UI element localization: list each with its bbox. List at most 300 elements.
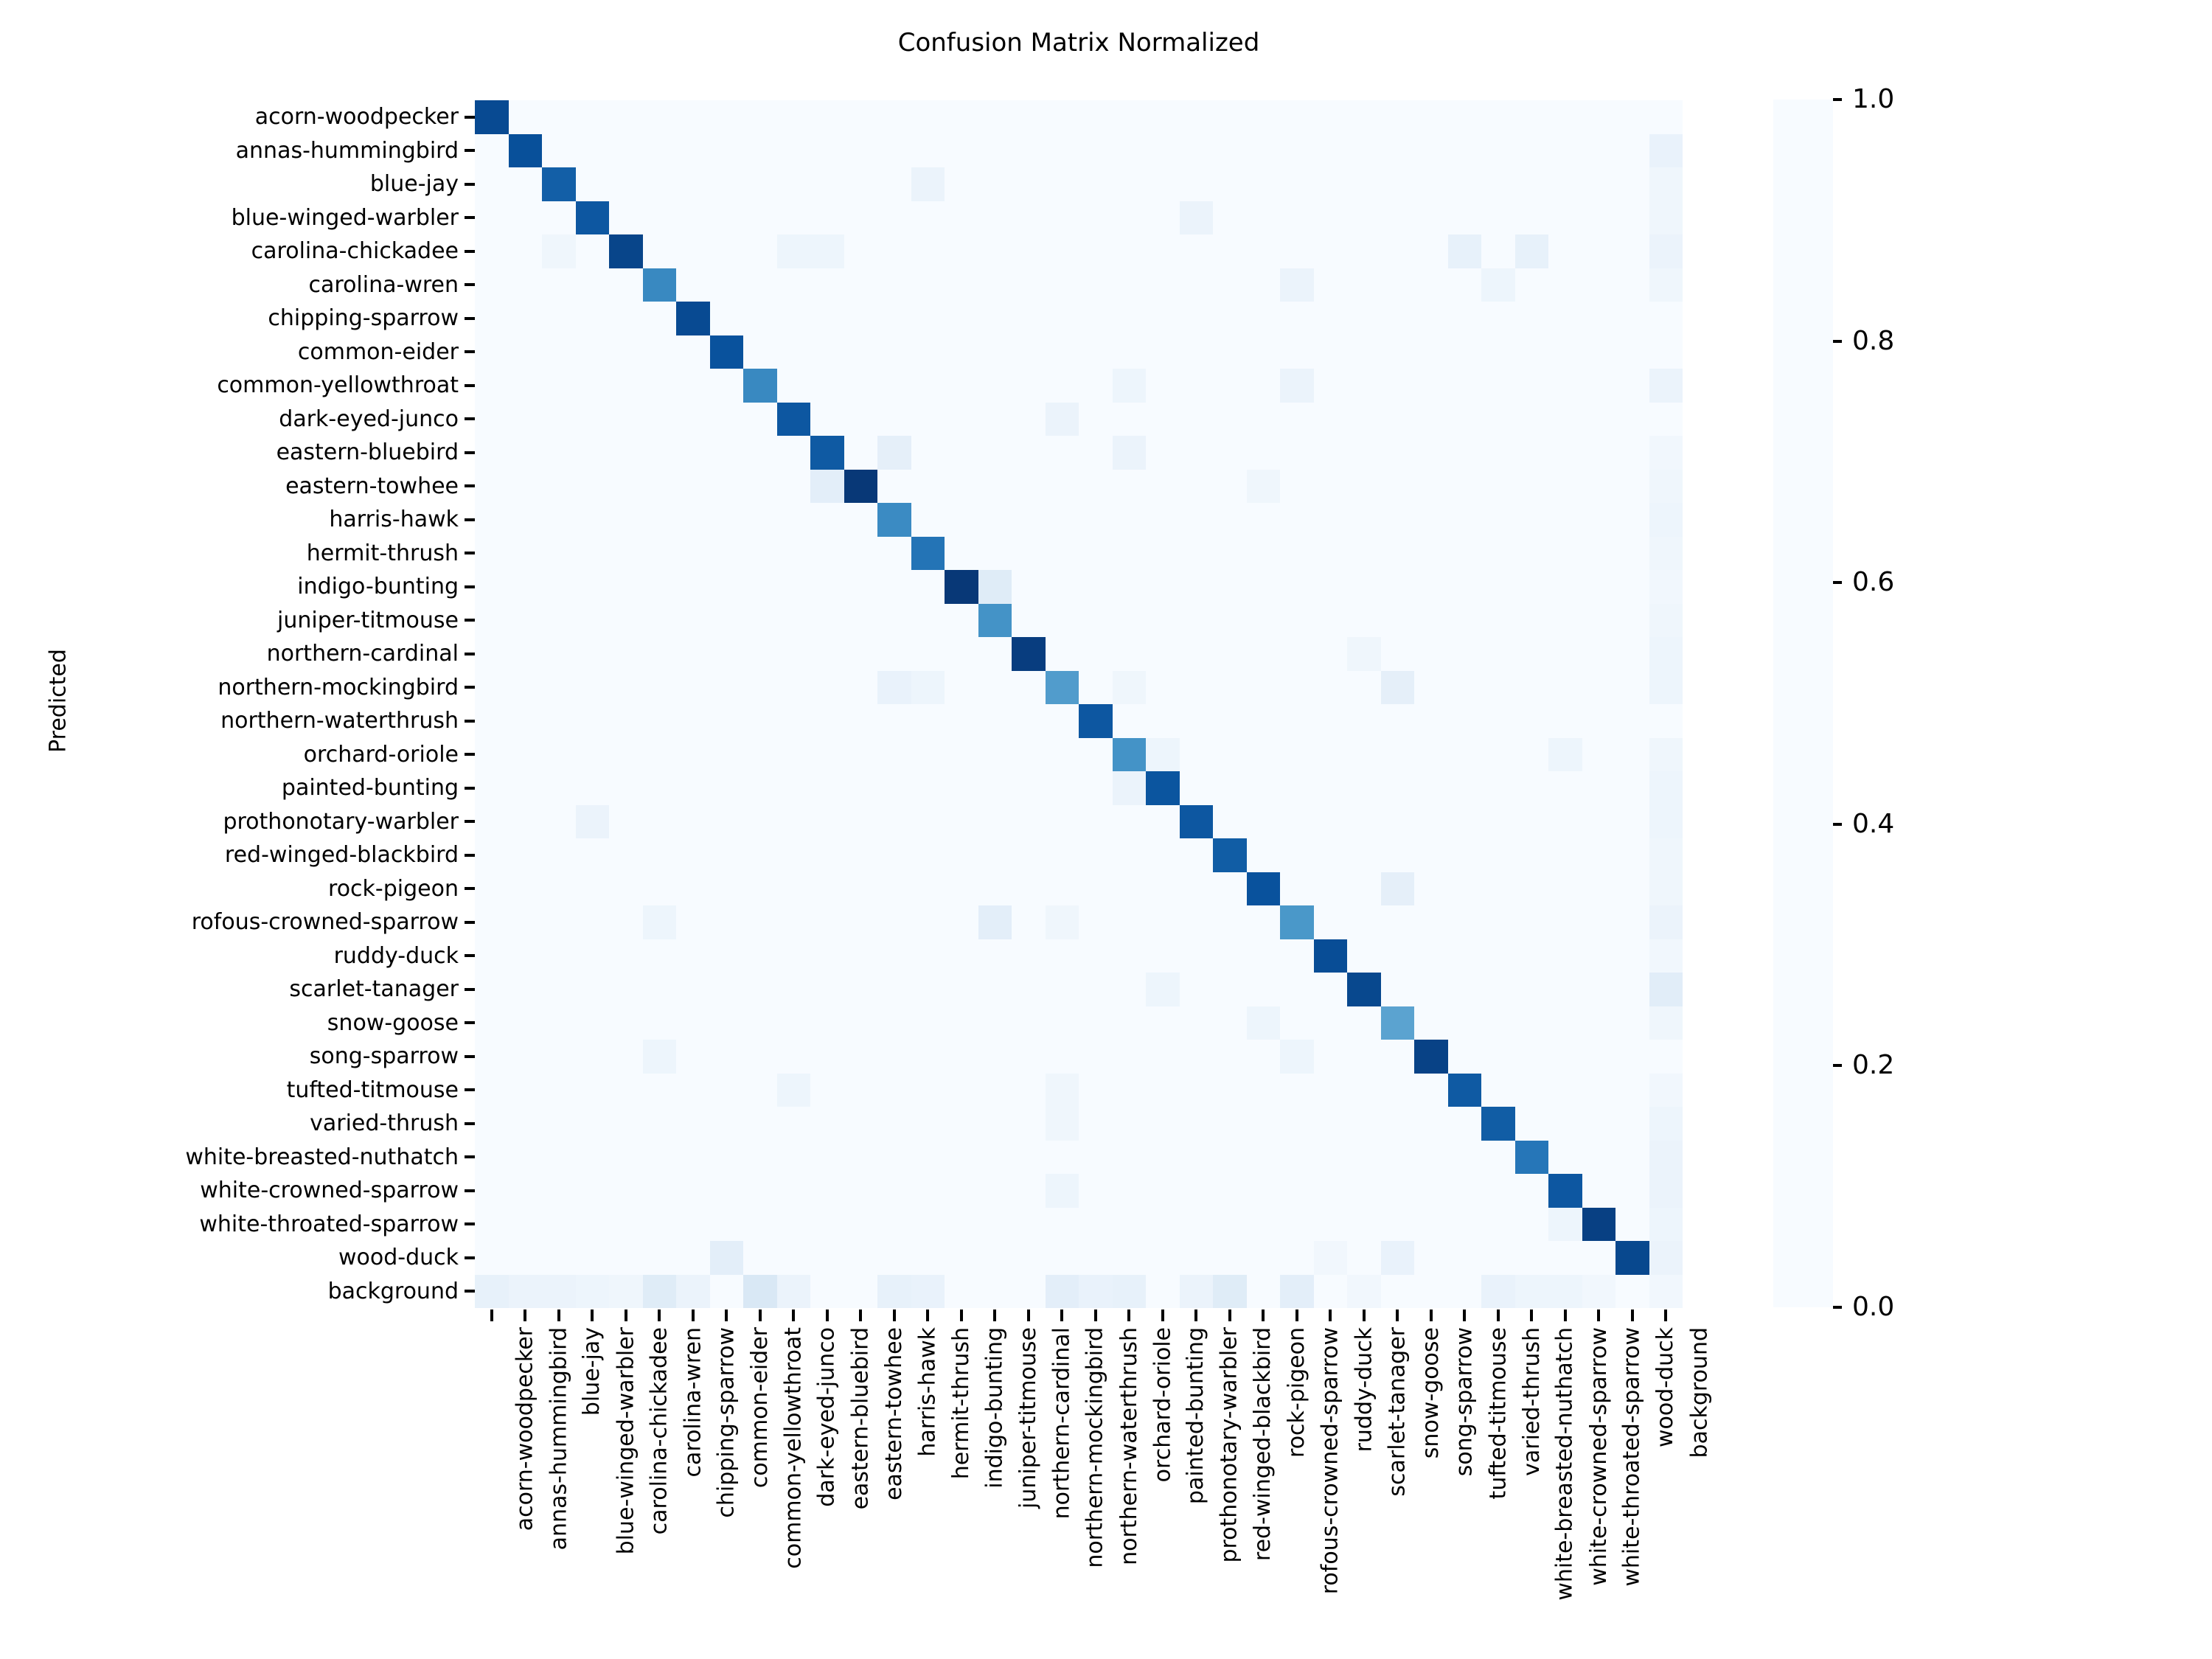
matrix-cell xyxy=(609,1174,643,1208)
matrix-cell xyxy=(1347,167,1381,201)
matrix-cell xyxy=(1414,436,1448,470)
matrix-cell xyxy=(475,704,509,738)
y-tick-label: snow-goose xyxy=(327,1009,459,1036)
matrix-cell xyxy=(777,671,811,705)
matrix-cell xyxy=(1280,234,1314,268)
matrix-cell xyxy=(743,1174,777,1208)
matrix-cell xyxy=(1314,872,1348,906)
matrix-cell xyxy=(475,1241,509,1275)
matrix-cell xyxy=(945,805,978,839)
matrix-cell xyxy=(844,1275,878,1309)
matrix-cell xyxy=(1079,1040,1113,1074)
matrix-cell xyxy=(643,537,677,571)
matrix-cell xyxy=(542,302,576,335)
matrix-cell xyxy=(475,1107,509,1141)
matrix-cell xyxy=(1649,671,1683,705)
matrix-cell xyxy=(1414,201,1448,235)
matrix-cell xyxy=(1247,503,1281,537)
matrix-cell xyxy=(777,872,811,906)
matrix-cell xyxy=(844,503,878,537)
matrix-cell xyxy=(643,1006,677,1040)
matrix-cell xyxy=(1548,1208,1582,1242)
matrix-cell xyxy=(1615,1074,1649,1107)
matrix-cell xyxy=(643,905,677,939)
matrix-cell xyxy=(945,570,978,604)
matrix-cell xyxy=(1012,1074,1046,1107)
matrix-cell xyxy=(1615,369,1649,403)
matrix-cell xyxy=(1347,369,1381,403)
matrix-cell xyxy=(1582,436,1616,470)
matrix-cell xyxy=(844,470,878,504)
matrix-cell xyxy=(676,771,710,805)
matrix-cell xyxy=(1146,268,1180,302)
matrix-cell xyxy=(509,1006,543,1040)
matrix-cell xyxy=(877,771,911,805)
matrix-cell xyxy=(609,1141,643,1175)
colorbar-tick-mark xyxy=(1833,1306,1842,1309)
matrix-cell xyxy=(1481,1141,1515,1175)
matrix-cell xyxy=(1582,805,1616,839)
matrix-cell xyxy=(1180,805,1214,839)
matrix-cell xyxy=(576,872,610,906)
matrix-cell xyxy=(1079,604,1113,638)
matrix-cell xyxy=(945,302,978,335)
matrix-cell xyxy=(810,905,844,939)
matrix-cell xyxy=(1046,905,1079,939)
x-tick-mark xyxy=(960,1310,963,1321)
matrix-cell xyxy=(1012,1006,1046,1040)
matrix-cell xyxy=(1481,570,1515,604)
matrix-cell xyxy=(1481,1040,1515,1074)
matrix-cell xyxy=(810,268,844,302)
matrix-cell xyxy=(1347,637,1381,671)
matrix-cell xyxy=(1582,771,1616,805)
matrix-cell xyxy=(877,637,911,671)
matrix-cell xyxy=(743,570,777,604)
matrix-cell xyxy=(542,335,576,369)
x-tick-label: dark-eyed-junco xyxy=(814,1327,840,1507)
matrix-cell xyxy=(877,570,911,604)
matrix-cell xyxy=(844,704,878,738)
matrix-cell xyxy=(1481,604,1515,638)
matrix-cell xyxy=(743,1141,777,1175)
matrix-cell xyxy=(1515,234,1549,268)
matrix-cell xyxy=(1481,268,1515,302)
matrix-cell xyxy=(844,939,878,973)
x-tick-label: tufted-titmouse xyxy=(1485,1327,1511,1500)
matrix-cell xyxy=(1414,1040,1448,1074)
matrix-cell xyxy=(1414,302,1448,335)
matrix-cell xyxy=(810,134,844,168)
matrix-cell xyxy=(609,134,643,168)
matrix-cell xyxy=(1180,973,1214,1006)
y-tick-mark xyxy=(465,787,475,790)
y-tick-mark xyxy=(465,183,475,186)
matrix-cell xyxy=(844,738,878,772)
matrix-cell xyxy=(1247,335,1281,369)
matrix-cell xyxy=(1046,1241,1079,1275)
matrix-cell xyxy=(1113,1174,1147,1208)
matrix-cell xyxy=(1314,1275,1348,1309)
x-tick-label: ruddy-duck xyxy=(1351,1327,1377,1453)
matrix-cell xyxy=(1381,1141,1415,1175)
matrix-cell xyxy=(1615,234,1649,268)
matrix-cell xyxy=(1381,905,1415,939)
matrix-cell xyxy=(1548,436,1582,470)
matrix-cell xyxy=(1213,1208,1247,1242)
matrix-cell xyxy=(609,905,643,939)
x-tick-mark xyxy=(1597,1310,1600,1321)
matrix-cell xyxy=(810,1006,844,1040)
matrix-cell xyxy=(542,1275,576,1309)
matrix-cell xyxy=(643,503,677,537)
matrix-cell xyxy=(643,369,677,403)
matrix-cell xyxy=(1079,570,1113,604)
matrix-cell xyxy=(844,134,878,168)
matrix-cell xyxy=(1146,537,1180,571)
matrix-cell xyxy=(1582,302,1616,335)
matrix-cell xyxy=(1280,838,1314,872)
matrix-cell xyxy=(810,1275,844,1309)
matrix-cell xyxy=(1481,872,1515,906)
matrix-cell xyxy=(1381,503,1415,537)
matrix-cell xyxy=(1280,503,1314,537)
matrix-cell xyxy=(1414,570,1448,604)
matrix-cell xyxy=(576,100,610,134)
matrix-cell xyxy=(1213,167,1247,201)
matrix-cell xyxy=(1079,939,1113,973)
x-tick-label: blue-winged-warbler xyxy=(613,1327,639,1555)
y-tick-mark xyxy=(465,887,475,890)
matrix-cell xyxy=(1280,939,1314,973)
matrix-cell xyxy=(1649,1040,1683,1074)
matrix-cell xyxy=(911,201,945,235)
matrix-cell xyxy=(1649,604,1683,638)
y-tick-mark xyxy=(465,1021,475,1024)
matrix-cell xyxy=(1079,403,1113,437)
matrix-cell xyxy=(1113,1040,1147,1074)
matrix-cell xyxy=(1649,872,1683,906)
matrix-cell xyxy=(1280,1174,1314,1208)
x-tick-label: chipping-sparrow xyxy=(713,1327,740,1518)
matrix-cell xyxy=(542,1241,576,1275)
matrix-cell xyxy=(1481,100,1515,134)
matrix-cell xyxy=(877,973,911,1006)
matrix-cell xyxy=(1582,637,1616,671)
matrix-cell xyxy=(1012,503,1046,537)
matrix-cell xyxy=(710,973,744,1006)
matrix-cell xyxy=(542,1174,576,1208)
matrix-cell xyxy=(978,1275,1012,1309)
matrix-cell xyxy=(743,1074,777,1107)
matrix-cell xyxy=(1582,470,1616,504)
x-tick-label: white-breasted-nuthatch xyxy=(1552,1327,1578,1601)
matrix-cell xyxy=(1515,771,1549,805)
matrix-cell xyxy=(1079,1174,1113,1208)
matrix-cell xyxy=(475,1208,509,1242)
matrix-cell xyxy=(676,302,710,335)
y-tick-mark xyxy=(465,552,475,554)
matrix-cell xyxy=(1314,100,1348,134)
matrix-cell xyxy=(877,1040,911,1074)
matrix-cell xyxy=(743,1275,777,1309)
matrix-cell xyxy=(1381,369,1415,403)
matrix-cell xyxy=(777,436,811,470)
matrix-cell xyxy=(911,369,945,403)
matrix-cell xyxy=(945,201,978,235)
matrix-cell xyxy=(1280,436,1314,470)
matrix-cell xyxy=(1247,1006,1281,1040)
matrix-cell xyxy=(1280,1141,1314,1175)
x-tick-label: painted-bunting xyxy=(1183,1327,1209,1505)
matrix-cell xyxy=(475,771,509,805)
matrix-cell xyxy=(978,704,1012,738)
matrix-cell xyxy=(1515,503,1549,537)
matrix-cell xyxy=(1481,1107,1515,1141)
x-tick-label: prothonotary-warbler xyxy=(1217,1327,1242,1563)
matrix-cell xyxy=(1347,335,1381,369)
matrix-cell xyxy=(609,973,643,1006)
matrix-cell xyxy=(945,134,978,168)
matrix-cell xyxy=(1280,1208,1314,1242)
matrix-cell xyxy=(1180,537,1214,571)
matrix-cell xyxy=(911,570,945,604)
matrix-cell xyxy=(1113,167,1147,201)
matrix-cell xyxy=(1649,771,1683,805)
matrix-cell xyxy=(1113,637,1147,671)
matrix-cell xyxy=(1448,1107,1482,1141)
matrix-cell xyxy=(844,436,878,470)
matrix-cell xyxy=(1649,537,1683,571)
matrix-cell xyxy=(609,167,643,201)
matrix-cell xyxy=(1347,905,1381,939)
matrix-cell xyxy=(1347,805,1381,839)
x-tick-mark xyxy=(1430,1310,1433,1321)
matrix-cell xyxy=(576,1107,610,1141)
matrix-cell xyxy=(844,201,878,235)
matrix-cell xyxy=(1180,302,1214,335)
matrix-cell xyxy=(1314,201,1348,235)
matrix-cell xyxy=(1347,1141,1381,1175)
matrix-cell xyxy=(1046,201,1079,235)
x-tick-label: rock-pigeon xyxy=(1284,1327,1310,1458)
matrix-cell xyxy=(911,537,945,571)
matrix-cell xyxy=(710,234,744,268)
matrix-cell xyxy=(810,973,844,1006)
matrix-cell xyxy=(978,201,1012,235)
matrix-cell xyxy=(1314,1241,1348,1275)
matrix-cell xyxy=(743,403,777,437)
matrix-cell xyxy=(475,234,509,268)
matrix-cell xyxy=(509,268,543,302)
matrix-cell xyxy=(643,939,677,973)
matrix-cell xyxy=(1548,1275,1582,1309)
x-tick-mark xyxy=(1027,1310,1030,1321)
matrix-cell xyxy=(1414,234,1448,268)
matrix-cell xyxy=(1247,470,1281,504)
matrix-cell xyxy=(576,570,610,604)
matrix-cell xyxy=(1582,268,1616,302)
matrix-cell xyxy=(911,872,945,906)
matrix-cell xyxy=(609,470,643,504)
matrix-cell xyxy=(1347,939,1381,973)
confusion-matrix-heatmap xyxy=(475,100,1683,1308)
matrix-cell xyxy=(844,805,878,839)
matrix-cell xyxy=(1012,738,1046,772)
matrix-cell xyxy=(911,671,945,705)
matrix-cell xyxy=(945,470,978,504)
x-tick-label: blue-jay xyxy=(579,1327,605,1416)
matrix-cell xyxy=(475,637,509,671)
matrix-cell xyxy=(1247,167,1281,201)
matrix-cell xyxy=(475,905,509,939)
matrix-cell xyxy=(1448,1074,1482,1107)
matrix-cell xyxy=(609,234,643,268)
matrix-cell xyxy=(1582,503,1616,537)
matrix-cell xyxy=(1381,1040,1415,1074)
matrix-cell xyxy=(576,234,610,268)
matrix-cell xyxy=(576,905,610,939)
matrix-cell xyxy=(1548,1174,1582,1208)
matrix-cell xyxy=(877,838,911,872)
x-tick-mark xyxy=(692,1310,695,1321)
matrix-cell xyxy=(1213,470,1247,504)
x-tick-label: indigo-bunting xyxy=(981,1327,1008,1489)
matrix-cell xyxy=(1582,738,1616,772)
matrix-cell xyxy=(1012,134,1046,168)
matrix-cell xyxy=(1280,470,1314,504)
matrix-cell xyxy=(1548,570,1582,604)
matrix-cell xyxy=(1548,805,1582,839)
matrix-cell xyxy=(911,805,945,839)
matrix-cell xyxy=(1113,1074,1147,1107)
matrix-cell xyxy=(1079,201,1113,235)
matrix-cell xyxy=(1515,604,1549,638)
matrix-cell xyxy=(1213,671,1247,705)
matrix-cell xyxy=(1314,403,1348,437)
matrix-cell xyxy=(1649,100,1683,134)
matrix-cell xyxy=(542,100,576,134)
matrix-cell xyxy=(1515,1208,1549,1242)
matrix-cell xyxy=(844,403,878,437)
matrix-cell xyxy=(609,838,643,872)
matrix-cell xyxy=(1515,1275,1549,1309)
matrix-cell xyxy=(844,570,878,604)
matrix-cell xyxy=(1314,973,1348,1006)
matrix-cell xyxy=(945,503,978,537)
matrix-cell xyxy=(1448,637,1482,671)
matrix-cell xyxy=(877,1006,911,1040)
matrix-cell xyxy=(1012,1275,1046,1309)
matrix-cell xyxy=(1649,470,1683,504)
matrix-cell xyxy=(576,436,610,470)
matrix-cell xyxy=(1180,939,1214,973)
matrix-cell xyxy=(844,268,878,302)
matrix-cell xyxy=(1649,403,1683,437)
matrix-cell xyxy=(1615,1107,1649,1141)
matrix-cell xyxy=(1180,738,1214,772)
matrix-cell xyxy=(509,1241,543,1275)
matrix-cell xyxy=(1079,1006,1113,1040)
matrix-cell xyxy=(1213,570,1247,604)
matrix-cell xyxy=(643,973,677,1006)
matrix-cell xyxy=(1381,838,1415,872)
matrix-cell xyxy=(1481,134,1515,168)
y-tick-mark xyxy=(465,1189,475,1192)
matrix-cell xyxy=(911,838,945,872)
matrix-cell xyxy=(475,838,509,872)
matrix-cell xyxy=(1481,470,1515,504)
matrix-cell xyxy=(1046,403,1079,437)
matrix-cell xyxy=(1548,604,1582,638)
matrix-cell xyxy=(609,302,643,335)
matrix-cell xyxy=(475,570,509,604)
matrix-cell xyxy=(1649,234,1683,268)
matrix-cell xyxy=(1582,335,1616,369)
matrix-cell xyxy=(1347,604,1381,638)
matrix-cell xyxy=(777,537,811,571)
matrix-cell xyxy=(1515,201,1549,235)
matrix-cell xyxy=(945,268,978,302)
matrix-cell xyxy=(844,1040,878,1074)
matrix-cell xyxy=(1314,302,1348,335)
matrix-cell xyxy=(609,1241,643,1275)
matrix-cell xyxy=(1314,436,1348,470)
matrix-cell xyxy=(609,604,643,638)
x-tick-label: carolina-wren xyxy=(680,1327,706,1478)
matrix-cell xyxy=(1582,570,1616,604)
matrix-cell xyxy=(1414,134,1448,168)
matrix-cell xyxy=(1146,738,1180,772)
matrix-cell xyxy=(1582,403,1616,437)
matrix-cell xyxy=(1213,738,1247,772)
matrix-cell xyxy=(1280,335,1314,369)
matrix-cell xyxy=(1481,302,1515,335)
matrix-cell xyxy=(1146,503,1180,537)
matrix-cell xyxy=(1079,905,1113,939)
matrix-cell xyxy=(810,167,844,201)
matrix-cell xyxy=(1079,268,1113,302)
matrix-cell xyxy=(576,167,610,201)
y-tick-mark xyxy=(465,686,475,689)
matrix-cell xyxy=(1347,470,1381,504)
matrix-cell xyxy=(1347,1208,1381,1242)
matrix-cell xyxy=(576,1275,610,1309)
y-tick-label: eastern-towhee xyxy=(285,473,459,499)
matrix-cell xyxy=(911,1241,945,1275)
matrix-cell xyxy=(978,403,1012,437)
matrix-cell xyxy=(1615,738,1649,772)
y-tick-label: dark-eyed-junco xyxy=(279,406,459,432)
matrix-cell xyxy=(978,637,1012,671)
matrix-cell xyxy=(1280,570,1314,604)
matrix-cell xyxy=(1582,1241,1616,1275)
matrix-cell xyxy=(1012,939,1046,973)
y-tick-mark xyxy=(465,350,475,353)
matrix-cell xyxy=(1314,369,1348,403)
colorbar-tick-label: 0.4 xyxy=(1852,808,1895,839)
matrix-cell xyxy=(1113,805,1147,839)
matrix-cell xyxy=(1548,537,1582,571)
matrix-cell xyxy=(1548,771,1582,805)
matrix-cell xyxy=(1247,1107,1281,1141)
matrix-cell xyxy=(810,939,844,973)
matrix-cell xyxy=(710,1141,744,1175)
matrix-cell xyxy=(1113,1141,1147,1175)
matrix-cell xyxy=(1448,570,1482,604)
matrix-cell xyxy=(1615,1040,1649,1074)
matrix-cell xyxy=(1448,805,1482,839)
